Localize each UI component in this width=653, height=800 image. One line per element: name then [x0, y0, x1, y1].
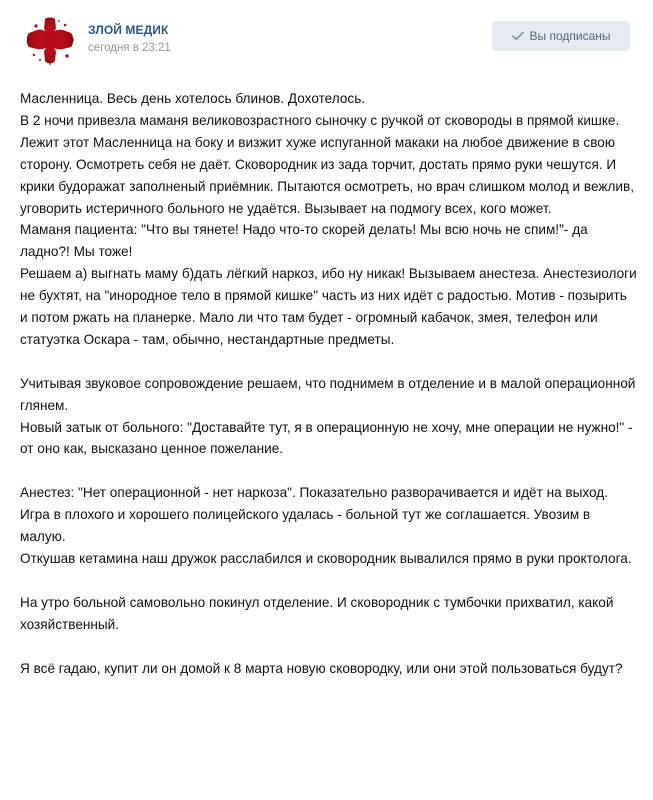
paragraph-gap — [20, 460, 638, 482]
post-line: Учитывая звуковое сопровождение решаем, что поднимем в отделение и в малой операционной глянем. — [20, 375, 636, 413]
paragraph-gap — [20, 570, 638, 592]
post-header — [0, 0, 653, 80]
post-line: На утро больной самовольно покинул отделение. И сковородник с тумбочки прихватил, какой хозяйственный. — [20, 594, 614, 632]
post-text — [20, 88, 638, 679]
check-icon — [512, 31, 524, 41]
red-blot-cross-icon — [24, 14, 76, 66]
post-line: Анестез: "Нет операционной - нет наркоза". Показательно разворачивается и идёт на выход. Игра в плохого и хорошего полицейского удалась - больной тут же соглашается. Увозим в малую. — [20, 485, 609, 545]
paragraph-gap — [20, 636, 638, 658]
post-line: Лежит этот Масленница на боку и визжит хуже испуганной макаки на любое движение в свою сторону. Осмотреть себя не даёт. Сковородник из зада торчит, достать прямо руки чешутся. И крики будоражат заполненый приёмник. Пытаются осмотреть, но врач слишком молод и вежлив, уговорить истеричного больного не удаётся. Вызывает на подмогу всех, кого может. — [20, 134, 634, 216]
post-time[interactable]: сегодня в 23:21 — [88, 42, 171, 54]
post-line: Решаем а) выгнать маму б)дать лёгкий наркоз, ибо ну никак! Вызываем анестеза. Анестезиологи не бухтят, на "инородное тело в прямой кишке" часть из них идёт с радостью. Мотив - позырить и потом ржать на планерке. Мало ли что там будет - огромный кабачок, змея, телефон или статуэтка Оскара - там, обычно, нестандартные предметы. — [20, 266, 637, 347]
subscribed-button[interactable] — [492, 21, 630, 51]
paragraph-gap — [20, 351, 638, 373]
post-line: Я всё гадаю, купит ли он домой к 8 марта новую сковородку, или они этой пользоваться будут? — [20, 660, 623, 676]
post-line: Новый затык от больного: "Доставайте тут, я в операционную не хочу, мне операции не нужно!" - от оно как, высказано ценное пожелание. — [20, 419, 633, 457]
author-avatar[interactable] — [24, 14, 76, 66]
author-name[interactable]: ЗЛОЙ МЕДИК — [88, 23, 169, 37]
post-line: В 2 ночи привезла маманя великовозрастного сыночку с ручкой от сковороды в прямой кишке. — [20, 112, 620, 128]
post-line: Откушав кетамина наш дружок расслабился и сковородник вывалился прямо в руки проктолога. — [20, 551, 632, 566]
post-line: Масленница. Весь день хотелось блинов. Дохотелось. — [20, 91, 366, 106]
subscribed-button-label: Вы подписаны — [529, 29, 611, 43]
post-line: Маманя пациента: "Что вы тянете! Надо что-то скорей делать! Мы всю ночь не спим!"- да ладно?! Мы тоже! — [20, 222, 588, 260]
